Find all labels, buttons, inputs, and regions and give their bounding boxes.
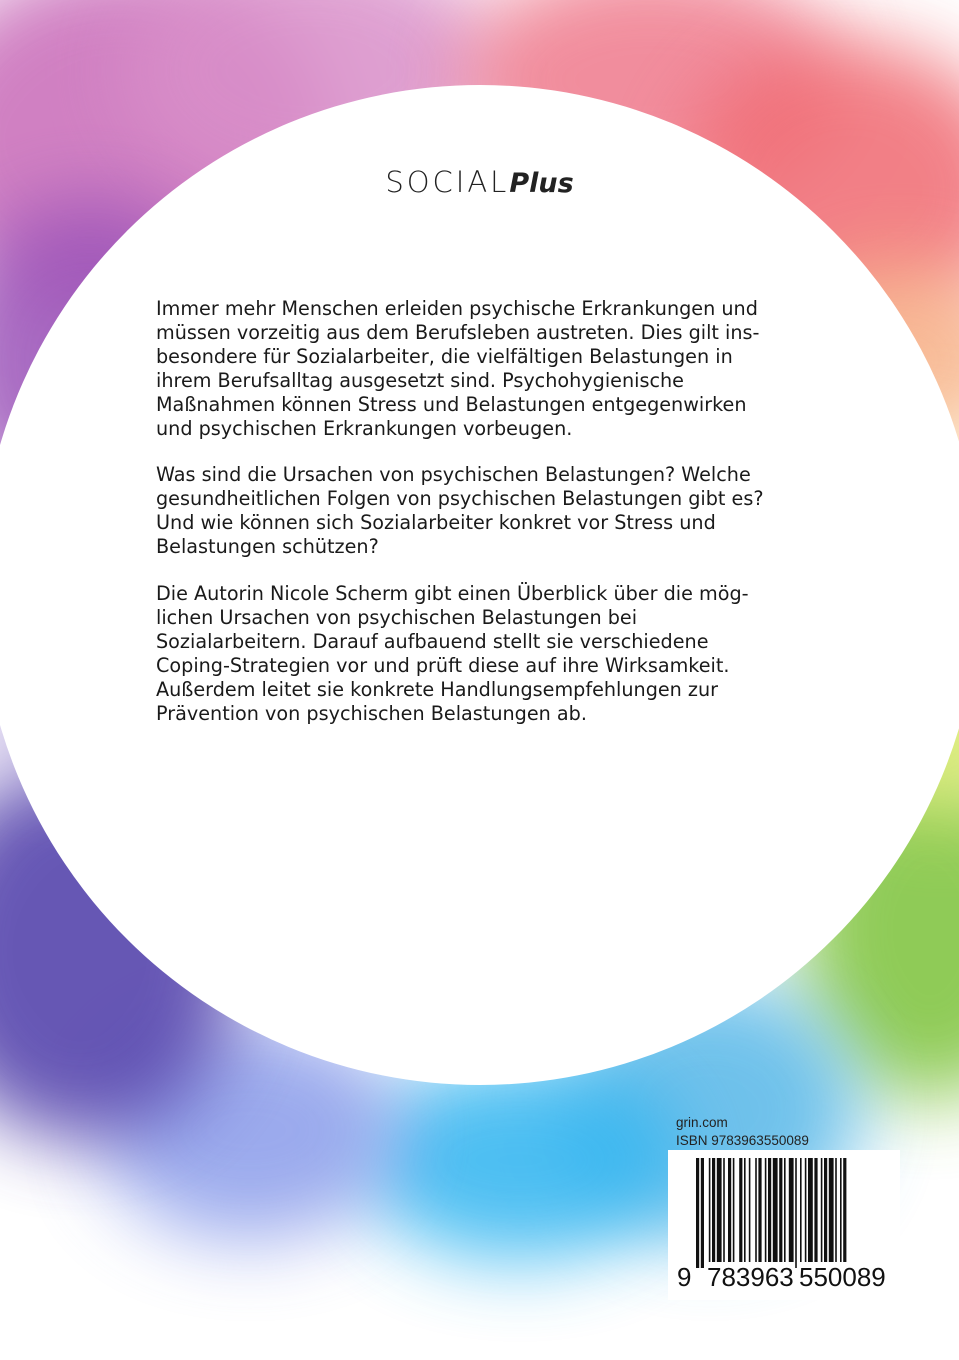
brand-logo bbox=[0, 165, 959, 199]
paragraph-line: besondere für Sozialarbeiter, die vielfältigen Belastungen in bbox=[156, 345, 733, 368]
barcode-group-1: 783963 bbox=[707, 1262, 794, 1292]
barcode-bar bbox=[805, 1158, 807, 1268]
barcode-bar bbox=[709, 1158, 711, 1268]
publisher-info bbox=[676, 1114, 809, 1150]
barcode-bar bbox=[829, 1158, 834, 1268]
barcode-bar bbox=[701, 1158, 704, 1268]
barcode-bar bbox=[789, 1158, 794, 1268]
brand-plus: Plus bbox=[509, 168, 574, 199]
barcode-digits bbox=[676, 1262, 902, 1296]
barcode-bar bbox=[843, 1158, 846, 1268]
barcode-bar bbox=[755, 1158, 757, 1268]
barcode-bar bbox=[696, 1158, 699, 1268]
paragraph-line: Die Autorin Nicole Scherm gibt einen Überblick über die mög- bbox=[156, 582, 749, 605]
barcode-bar bbox=[821, 1158, 823, 1268]
barcode-bar bbox=[758, 1158, 761, 1268]
paragraph-line: Prävention von psychischen Belastungen ab. bbox=[156, 702, 587, 725]
paragraph-line: Sozialarbeitern. Darauf aufbauend stellt sie verschiedene bbox=[156, 630, 709, 653]
barcode-bar bbox=[728, 1158, 731, 1268]
paragraph-line: ihrem Berufsalltag ausgesetzt sind. Psychohygienische bbox=[156, 369, 684, 392]
paragraph-1 bbox=[156, 297, 806, 441]
barcode-bar bbox=[733, 1158, 735, 1268]
barcode-bar bbox=[768, 1158, 771, 1268]
barcode-bar bbox=[739, 1158, 742, 1268]
barcode-lead-digit: 9 bbox=[677, 1262, 692, 1292]
barcode-bar bbox=[712, 1158, 715, 1268]
barcode-bar bbox=[840, 1158, 842, 1268]
barcode bbox=[696, 1158, 898, 1268]
barcode-bar bbox=[824, 1158, 827, 1268]
barcode-bar bbox=[749, 1158, 751, 1268]
barcode-bar bbox=[814, 1158, 817, 1268]
barcode-bar bbox=[800, 1158, 802, 1268]
barcode-bar bbox=[765, 1158, 767, 1268]
paragraph-2 bbox=[156, 463, 806, 559]
paragraph-line: müssen vorzeitig aus dem Berufsleben austreten. Dies gilt ins- bbox=[156, 321, 760, 344]
isbn-label: ISBN 9783963550089 bbox=[676, 1133, 809, 1148]
barcode-bar bbox=[717, 1158, 722, 1268]
paragraph-line: Coping-Strategien vor und prüft diese auf ihre Wirksamkeit. bbox=[156, 654, 730, 677]
barcode-bar bbox=[835, 1158, 837, 1268]
paragraph-line: Und wie können sich Sozialarbeiter konkret vor Stress und bbox=[156, 511, 716, 534]
barcode-bar bbox=[779, 1158, 782, 1268]
barcode-bar bbox=[808, 1158, 813, 1268]
barcode-bar bbox=[773, 1158, 778, 1268]
barcode-bar bbox=[723, 1158, 725, 1268]
paragraph-line: Immer mehr Menschen erleiden psychische Erkrankungen und bbox=[156, 297, 758, 320]
paragraph-line: Maßnahmen können Stress und Belastungen entgegenwirken bbox=[156, 393, 747, 416]
barcode-bar bbox=[795, 1158, 797, 1268]
paragraph-line: Belastungen schützen? bbox=[156, 535, 379, 558]
paragraph-line: Was sind die Ursachen von psychischen Belastungen? Welche bbox=[156, 463, 751, 486]
paragraph-line: lichen Ursachen von psychischen Belastungen bei bbox=[156, 606, 638, 629]
barcode-bar bbox=[744, 1158, 746, 1268]
publisher-website: grin.com bbox=[676, 1115, 728, 1130]
barcode-group-2: 550089 bbox=[799, 1262, 886, 1292]
brand-social: SOCIAL bbox=[385, 165, 510, 199]
paragraph-line: und psychischen Erkrankungen vorbeugen. bbox=[156, 417, 573, 440]
paragraph-line: gesundheitlichen Folgen von psychischen Belastungen gibt es? bbox=[156, 487, 764, 510]
paragraph-line: Außerdem leitet sie konkrete Handlungsempfehlungen zur bbox=[156, 678, 719, 701]
paragraph-3 bbox=[156, 582, 806, 726]
barcode-bar bbox=[784, 1158, 786, 1268]
